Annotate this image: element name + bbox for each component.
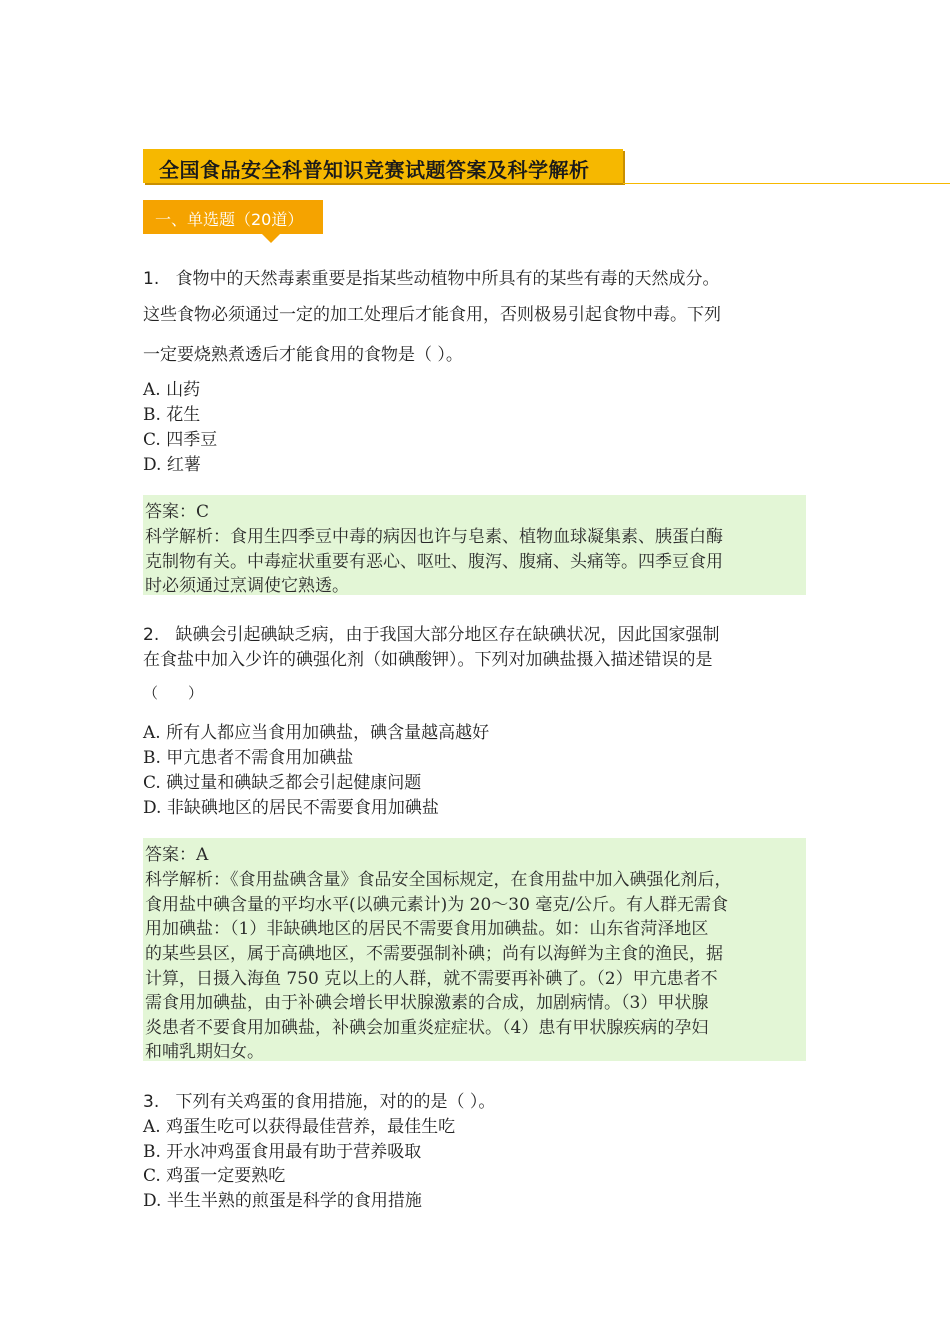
question-1-option-d: D. 红薯 [143,455,201,475]
question-2-analysis-line-3: 用加碘盐：（1）非缺碘地区的居民不需要食用加碘盐。如：山东省菏泽地区 [145,919,709,939]
question-2-analysis-line-4: 的某些县区，属于高碘地区，不需要强制补碘；尚有以海鲜为主食的渔民，据 [145,944,723,964]
question-2-stem-line-2: 在食盐中加入少许的碘强化剂（如碘酸钾）。下列对加碘盐摄入描述错误的是 [143,650,713,670]
question-3-option-d: D. 半生半熟的煎蛋是科学的食用措施 [143,1191,422,1211]
question-2-analysis-line-8: 和哺乳期妇女。 [145,1042,264,1062]
document-title-banner [143,149,623,183]
question-1-analysis-line-2: 克制物有关。中毒症状重要有恶心、呕吐、腹泻、腹痛、头痛等。四季豆食用 [145,552,723,572]
question-2-option-a: A. 所有人都应当食用加碘盐，碘含量越高越好 [143,723,490,743]
question-3-option-c: C. 鸡蛋一定要熟吃 [143,1166,286,1186]
title-underline [623,183,950,184]
question-2-analysis-line-7: 炎患者不要食用加碘盐，补碘会加重炎症症状。（4）患有甲状腺疾病的孕妇 [145,1018,709,1038]
question-2-option-d: D. 非缺碘地区的居民不需要食用加碘盐 [143,798,439,818]
document-title: 全国食品安全科普知识竞赛试题答案及科学解析 [159,158,590,182]
question-1-analysis-line-3: 时必须通过烹调使它熟透。 [145,576,349,596]
question-1-answer: 答案：C [145,502,210,522]
question-1-option-a: A. 山药 [143,380,201,400]
question-2-answer: 答案：A [145,845,209,865]
question-1-stem-line-2: 这些食物必须通过一定的加工处理后才能食用，否则极易引起食物中毒。下列 [143,305,721,325]
question-2-option-b: B. 甲亢患者不需食用加碘盐 [143,748,354,768]
question-2-analysis-line-2: 食用盐中碘含量的平均水平(以碘元素计)为 20～30 毫克/公斤。有人群无需食 [145,895,729,915]
question-1-analysis-line-1: 科学解析：食用生四季豆中毒的病因也许与皂素、植物血球凝集素、胰蛋白酶 [145,527,723,547]
section-heading: 一、单选题（20道） [155,210,304,229]
question-3-option-a: A. 鸡蛋生吃可以获得最佳营养，最佳生吃 [143,1117,456,1137]
question-1-stem-line-3: 一定要烧熟煮透后才能食用的食物是（ ）。 [143,345,463,365]
question-1-option-c: C. 四季豆 [143,430,218,450]
question-2-stem-line-1: 2. 缺碘会引起碘缺乏病，由于我国大部分地区存在缺碘状况，因此国家强制 [143,625,720,645]
question-2-analysis-line-5: 计算，日摄入海鱼 750 克以上的人群，就不需要再补碘了。（2）甲亢患者不 [145,969,718,989]
question-1-option-b: B. 花生 [143,405,201,425]
question-2-option-c: C. 碘过量和碘缺乏都会引起健康问题 [143,773,422,793]
question-1-answer-box [143,495,806,595]
question-3-option-b: B. 开水冲鸡蛋食用最有助于营养吸取 [143,1142,422,1162]
question-1-stem-line-1: 1. 食物中的天然毒素重要是指某些动植物中所具有的某些有毒的天然成分。 [143,269,720,289]
question-2-answer-box [143,838,806,1061]
question-3-stem-line-1: 3. 下列有关鸡蛋的食用措施，对的的是（ ）。 [143,1092,496,1112]
question-2-stem-line-3: （ ） [143,684,204,702]
section-tab-pointer [262,234,280,243]
section-heading-tab [143,200,323,234]
question-2-analysis-line-1: 科学解析：《食用盐碘含量》食品安全国标规定，在食用盐中加入碘强化剂后， [145,870,732,890]
question-2-analysis-line-6: 需食用加碘盐，由于补碘会增长甲状腺激素的合成，加剧病情。（3）甲状腺 [145,993,709,1013]
